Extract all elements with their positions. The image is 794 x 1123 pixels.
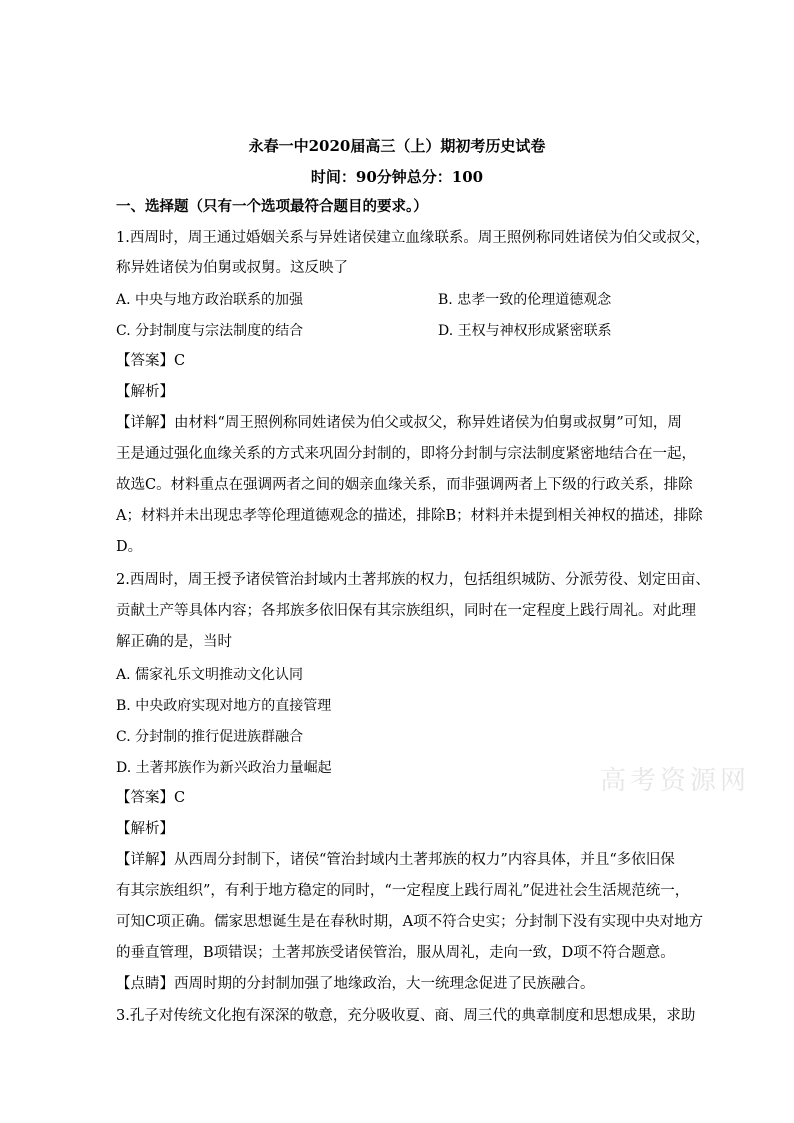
q2-option-b: B. 中央政府实现对地方的直接管理 [116, 698, 332, 714]
q2-detail-line: 的垂直管理，B项错误；土著邦族受诸侯管治，服从周礼，走向一致，D项不符合题意。 [116, 945, 675, 961]
q1-option-d: D. 王权与神权形成紧密联系 [438, 323, 612, 339]
q3-stem-line: 3.孔子对传统文化抱有深深的敬意，充分吸收夏、商、周三代的典章制度和思想成果，求助 [116, 1008, 696, 1024]
q1-detail-line: 故选C。材料重点在强调两者之间的姻亲血缘关系，而非强调两者上下级的行政关系，排除 [116, 477, 693, 493]
q2-option-c: C. 分封制的推行促进族群融合 [116, 729, 304, 745]
q2-detail-line: 可知C项正确。儒家思想诞生是在春秋时期，A项不符合史实；分封制下没有实现中央对地方 [116, 914, 704, 930]
q1-option-a: A. 中央与地方政治联系的加强 [116, 292, 304, 308]
q2-analysis-label: 【解析】 [116, 821, 174, 837]
q1-detail-line: 【详解】由材料“周王照例称同姓诸侯为伯父或叔父，称异姓诸侯为伯舅或叔舅”可知，周 [116, 415, 682, 431]
q1-detail-line: D。 [116, 539, 143, 555]
q2-detail-line: 【详解】从西周分封制下，诸侯“管治封域内土著邦族的权力”内容具体，并且“多依旧保 [116, 852, 675, 868]
q2-answer: 【答案】C [116, 790, 186, 806]
q2-option-a: A. 儒家礼乐文明推动文化认同 [116, 667, 304, 683]
q1-option-c: C. 分封制度与宗法制度的结合 [116, 323, 304, 339]
q1-option-b: B. 忠孝一致的伦理道德观念 [438, 292, 612, 308]
exam-subtitle: 时间：90分钟总分：100 [310, 168, 484, 186]
q2-stem-line: 解正确的是，当时 [116, 634, 232, 650]
q1-analysis-label: 【解析】 [116, 384, 174, 400]
q1-detail-line: A；材料并未出现忠孝等伦理道德观念的描述，排除B；材料并未提到相关神权的描述，排除 [116, 508, 703, 524]
watermark: 高考资源网 [600, 766, 751, 796]
q1-stem-line: 称异姓诸侯为伯舅或叔舅。这反映了 [116, 260, 348, 276]
q2-option-d: D. 土著邦族作为新兴政治力量崛起 [116, 760, 332, 776]
q1-detail-line: 王是通过强化血缘关系的方式来巩固分封制的，即将分封制与宗法制度紧密地结合在一起， [116, 446, 696, 462]
q1-answer: 【答案】C [116, 353, 186, 369]
q2-stem-line: 贡献土产等具体内容；各邦族多依旧保有其宗族组织，同时在一定程度上践行周礼。对此理 [116, 603, 696, 619]
q2-stem-line: 2.西周时，周王授予诸侯管治封域内土著邦族的权力，包括组织城防、分派劳役、划定田亩、 [116, 572, 710, 588]
q1-stem-line: 1.西周时，周王通过婚姻关系与异姓诸侯建立血缘联系。周王照例称同姓诸侯为伯父或叔父， [116, 230, 710, 246]
section-heading: 一、选择题（只有一个选项最符合题目的要求。） [116, 198, 428, 215]
exam-title: 永春一中2020届高三（上）期初考历史试卷 [248, 137, 546, 155]
q2-tip: 【点睛】西周时期的分封制加强了地缘政治，大一统理念促进了民族融合。 [116, 976, 595, 992]
q2-detail-line: 有其宗族组织”，有利于地方稳定的同时，“一定程度上践行周礼”促进社会生活规范统一， [116, 883, 690, 899]
